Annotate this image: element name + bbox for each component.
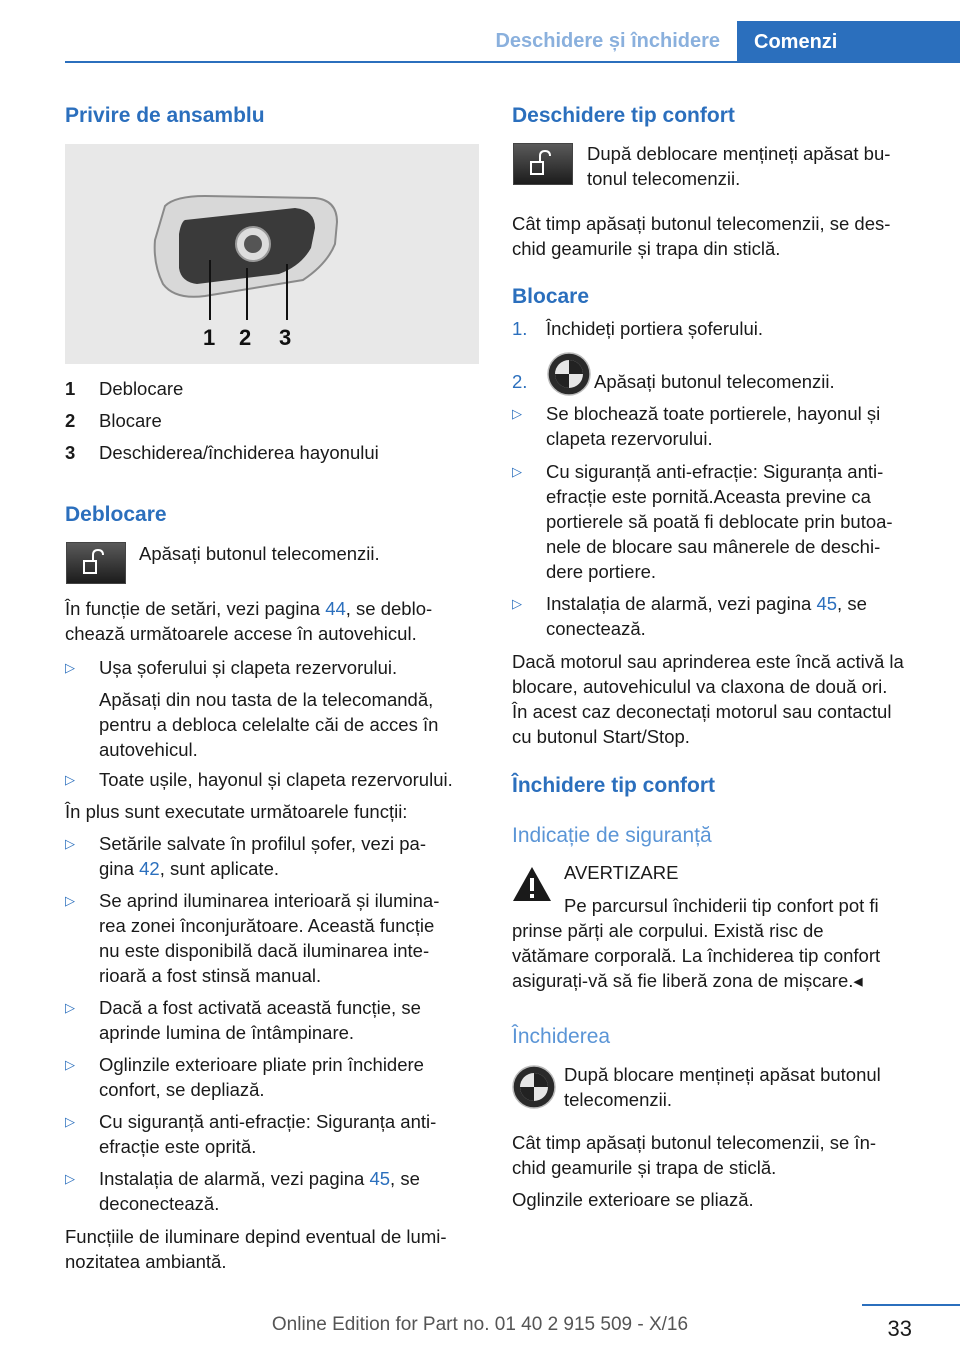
step-number-2: 2.: [512, 371, 528, 392]
triangle-bullet-icon: ▷: [65, 1057, 75, 1072]
comfort-close-heading: Închidere tip confort: [512, 774, 716, 797]
para-text: prinse părți ale corpului. Există risc de: [512, 920, 824, 941]
bullet-text: nele de blocare sau mânerele de deschi-: [546, 536, 881, 557]
bullet-subtext: pentru a debloca celelalte căi de acces în: [99, 714, 439, 735]
legend-number-1: 1: [65, 378, 76, 399]
unlock-symbol: [67, 543, 125, 583]
bullet-text: aprinde lumina de întâmpinare.: [99, 1022, 355, 1043]
triangle-bullet-icon: ▷: [65, 1000, 75, 1015]
page-link-44[interactable]: 44: [325, 598, 346, 619]
triangle-bullet-icon: ▷: [65, 893, 75, 908]
bullet-text: Ușa șoferului și clapeta rezervorului.: [99, 657, 398, 678]
triangle-bullet-icon: ▷: [65, 1171, 75, 1186]
unlock-paragraph: [65, 596, 485, 646]
bullet-text: rioară a fost stinsă manual.: [99, 965, 322, 986]
bullet-text: clapeta rezervorului.: [546, 428, 713, 449]
para-text: cu butonul Start/Stop.: [512, 726, 690, 747]
closing-heading: Închiderea: [512, 1025, 611, 1048]
page-link-45[interactable]: 45: [816, 593, 838, 614]
key-fob-drawing: [65, 144, 479, 364]
bullet-text: conectează.: [546, 618, 646, 639]
footer-rule: [862, 1304, 960, 1306]
para-text: Cât timp apăsați butonul telecomenzii, se în-: [512, 1132, 877, 1153]
bullet-text: , sunt aplicate.: [159, 858, 279, 879]
bullet-text: Setările salvate în profilul șofer, vezi pa-: [99, 833, 426, 854]
para-text: Cât timp apăsați butonul telecomenzii, se des-: [512, 213, 891, 234]
unlock-key-text: Apăsați butonul telecomenzii.: [139, 543, 380, 564]
bullet-text: rea zonei înconjurătoare. Această funcție: [99, 915, 435, 936]
bullet-text: efracție este pornită.Aceasta previne ca: [546, 486, 871, 507]
lock-paragraph: [512, 649, 952, 749]
para-text: chid geamurile și trapa de sticlă.: [512, 1157, 777, 1178]
bullet-subtext: Apăsați din nou tasta de la telecomandă,: [99, 689, 434, 710]
legend-text-1: Deblocare: [99, 378, 184, 399]
bullet-text: deconectează.: [99, 1193, 220, 1214]
para-text: tonul telecomenzii.: [587, 168, 741, 189]
bullet-text: dere portiere.: [546, 561, 657, 582]
bullet-text: Instalația de alarmă, vezi pagina: [99, 1168, 370, 1189]
warning-title: AVERTIZARE: [564, 862, 679, 883]
bullet-text: gina: [99, 858, 140, 879]
bullet-text: confort, se depliază.: [99, 1079, 265, 1100]
legend-text-2: Blocare: [99, 410, 162, 431]
header-section-title: Deschidere și închidere: [495, 30, 720, 52]
para-text: Pe parcursul închiderii tip confort pot fi: [564, 895, 879, 916]
para-text: chează următoarele accese în autovehicul.: [65, 623, 417, 644]
bullet-text: Instalația de alarmă, vezi pagina: [546, 593, 817, 614]
comfort-open-text: [587, 141, 890, 191]
closing-paragraph: [512, 1130, 952, 1180]
lock-heading: Blocare: [512, 285, 590, 308]
warning-text: [512, 893, 952, 993]
step-text-2: Apăsați butonul telecomenzii.: [594, 371, 835, 392]
closing-text: [564, 1062, 881, 1112]
key-fob-illustration: [65, 144, 479, 364]
header-rule: [65, 61, 960, 63]
edition-footer: Online Edition for Part no. 01 40 2 915 509 - X/16: [271, 1314, 689, 1335]
para-text: Funcțiile de iluminare depind eventual de lumi-: [65, 1226, 447, 1247]
para-text: , se deblo-: [345, 598, 433, 619]
comfort-open-heading: Deschidere tip confort: [512, 104, 735, 127]
para-text: În funcție de setări, vezi pagina: [65, 598, 326, 619]
para-text: chid geamurile și trapa din sticlă.: [512, 238, 781, 259]
bullet-text: Se aprind iluminarea interioară și ilumina-: [99, 890, 440, 911]
para-text: După blocare mențineți apăsat butonul: [564, 1064, 881, 1085]
bullet-text: Toate ușile, hayonul și clapeta rezervorului.: [99, 769, 453, 790]
bullet-text: Oglinzile exterioare pliate prin închidere: [99, 1054, 424, 1075]
para-text: În acest caz deconectați motorul sau contactul: [512, 701, 892, 722]
bullet-text: efracție este oprită.: [99, 1136, 257, 1157]
functions-intro: În plus sunt executate următoarele funcții:: [65, 801, 408, 822]
bullet-subtext: autovehicul.: [99, 739, 198, 760]
triangle-bullet-icon: ▷: [65, 1114, 75, 1129]
mirror-text: Oglinzile exterioare se pliază.: [512, 1189, 754, 1210]
triangle-bullet-icon: ▷: [65, 660, 75, 675]
header-tab-comenzi[interactable]: Comenzi: [737, 21, 960, 61]
comfort-open-paragraph: [512, 211, 942, 261]
callout-label-3: 3: [279, 325, 292, 350]
bullet-text: Cu siguranță anti-efracție: Siguranța anti-: [99, 1111, 437, 1132]
page-link-42[interactable]: 42: [139, 858, 160, 879]
unlock-key-icon: [66, 542, 126, 584]
safety-heading: Indicație de siguranță: [512, 824, 712, 847]
bullet-text: , se: [390, 1168, 420, 1189]
bmw-button-icon: [547, 352, 591, 396]
unlock-heading: Deblocare: [65, 503, 167, 526]
lighting-note: [65, 1224, 485, 1274]
overview-heading: Privire de ansamblu: [65, 104, 265, 127]
triangle-bullet-icon: ▷: [65, 836, 75, 851]
step-number-1: 1.: [512, 318, 528, 339]
unlock-key-icon: [513, 143, 573, 185]
step-text-1: Închideți portiera șoferului.: [546, 318, 763, 339]
triangle-bullet-icon: ▷: [512, 464, 522, 479]
triangle-bullet-icon: ▷: [512, 406, 522, 421]
bullet-text: Dacă a fost activată această funcție, se: [99, 997, 421, 1018]
triangle-bullet-icon: ▷: [512, 596, 522, 611]
bullet-text: portierele să poată fi deblocate prin butoa-: [546, 511, 893, 532]
page-number: 33: [887, 1316, 912, 1341]
legend-text-3: Deschiderea/închiderea hayonului: [99, 442, 379, 463]
bullet-text: , se: [837, 593, 867, 614]
unlock-symbol: [514, 144, 572, 184]
bullet-text: Se blochează toate portierele, hayonul și: [546, 403, 881, 424]
para-text: telecomenzii.: [564, 1089, 672, 1110]
para-text: blocare, autovehiculul va claxona de două ori.: [512, 676, 888, 697]
legend-number-2: 2: [65, 410, 76, 431]
para-text: vătămare corporală. La închiderea tip confort: [512, 945, 881, 966]
callout-label-2: 2: [239, 325, 252, 350]
page-link-45[interactable]: 45: [369, 1168, 391, 1189]
bullet-text: nu este disponibilă dacă iluminarea inte-: [99, 940, 430, 961]
bullet-text: Cu siguranță anti-efracție: Siguranța anti-: [546, 461, 884, 482]
triangle-bullet-icon: ▷: [65, 772, 75, 787]
para-text: asigurați-vă să fie liberă zona de mișcare.◂: [512, 970, 863, 991]
para-text: nozitatea ambiantă.: [65, 1251, 227, 1272]
legend-number-3: 3: [65, 442, 76, 463]
para-text: Dacă motorul sau aprinderea este încă activă la: [512, 651, 904, 672]
bmw-button-icon: [512, 1065, 556, 1109]
para-text: După deblocare mențineți apăsat bu-: [587, 143, 891, 164]
callout-label-1: 1: [203, 325, 216, 350]
